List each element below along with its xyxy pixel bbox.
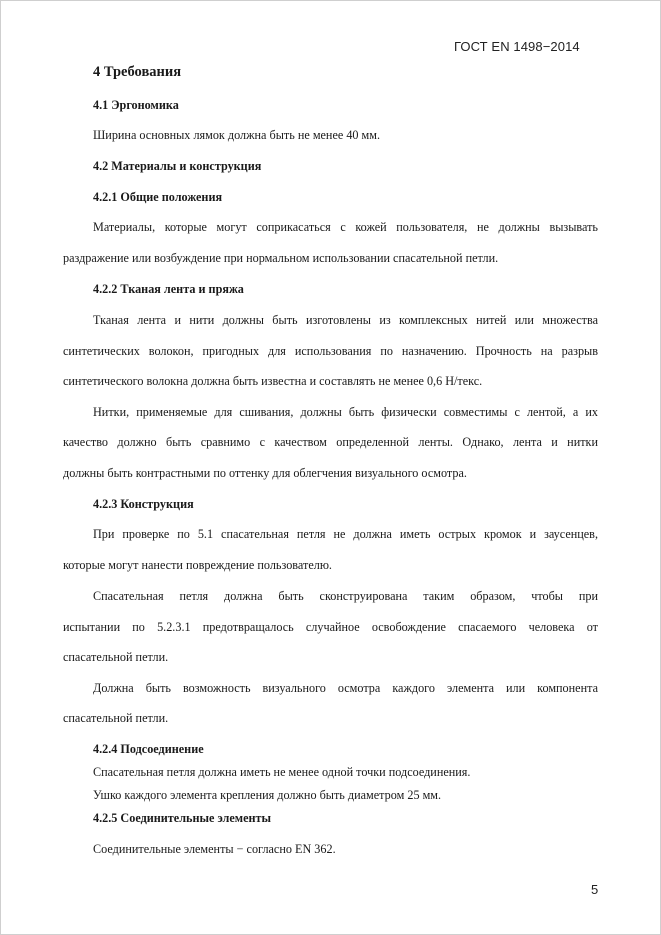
paragraph-4-2-2-line: Нитки, применяемые для сшивания, должны быть физически совместимы с лентой, а их — [93, 405, 598, 419]
paragraph-4-2-3-line: Спасательная петля должна быть сконструирована таким образом, чтобы при — [93, 589, 598, 603]
paragraph-4-2-3-line: спасательной петли. — [63, 711, 169, 725]
heading-4-2: 4.2 Материалы и конструкция — [93, 159, 262, 173]
heading-4-2-4: 4.2.4 Подсоединение — [93, 742, 204, 756]
paragraph-4-2-3-line: которые могут нанести повреждение пользователю. — [63, 558, 332, 572]
paragraph-4-2-2-line: качество должно быть сравнимо с качеством определенной ленты. Однако, лента и нитки — [63, 435, 598, 449]
paragraph-4-2-3-line: спасательной петли. — [63, 650, 169, 664]
heading-4-2-1: 4.2.1 Общие положения — [93, 190, 223, 204]
heading-4-2-3: 4.2.3 Конструкция — [93, 497, 194, 511]
heading-4-1: 4.1 Эргономика — [93, 98, 179, 112]
paragraph-4-2-3-line: испытании по 5.2.3.1 предотвращалось случайное освобождение спасаемого человека от — [63, 620, 598, 634]
section-title: 4 Требования — [93, 64, 182, 80]
paragraph-4-2-2-line: синтетических волокон, пригодных для использования по назначению. Прочность на разрыв — [63, 344, 598, 358]
paragraph-4-2-2-line: Тканая лента и нити должны быть изготовлены из комплексных нитей или множества — [93, 313, 598, 327]
paragraph-4-2-5: Соединительные элементы − согласно EN 362. — [93, 842, 336, 856]
paragraph-4-2-2-line: должны быть контрастными по оттенку для облегчения визуального осмотра. — [63, 466, 467, 480]
paragraph-4-2-1-line: раздражение или возбуждение при нормальном использовании спасательной петли. — [63, 251, 499, 265]
paragraph-4-2-2-line: синтетического волокна должна быть известна и составлять не менее 0,6 Н/текс. — [63, 374, 483, 388]
paragraph-4-2-1-line: Материалы, которые могут соприкасаться с кожей пользователя, не должны вызывать — [93, 220, 598, 234]
paragraph-4-2-4-line: Спасательная петля должна иметь не менее одной точки подсоединения. — [93, 765, 471, 779]
heading-4-2-5: 4.2.5 Соединительные элементы — [93, 811, 271, 825]
document-code-header: ГОСТ EN 1498−2014 — [454, 39, 580, 54]
paragraph-4-2-4-line: Ушко каждого элемента крепления должно быть диаметром 25 мм. — [93, 788, 442, 802]
paragraph-4-1: Ширина основных лямок должна быть не менее 40 мм. — [93, 128, 381, 142]
page-number: 5 — [591, 882, 599, 897]
paragraph-4-2-3-line: Должна быть возможность визуального осмотра каждого элемента или компонента — [93, 681, 598, 695]
paragraph-4-2-3-line: При проверке по 5.1 спасательная петля не должна иметь острых кромок и заусенцев, — [93, 527, 598, 541]
heading-4-2-2: 4.2.2 Тканая лента и пряжа — [93, 282, 244, 296]
